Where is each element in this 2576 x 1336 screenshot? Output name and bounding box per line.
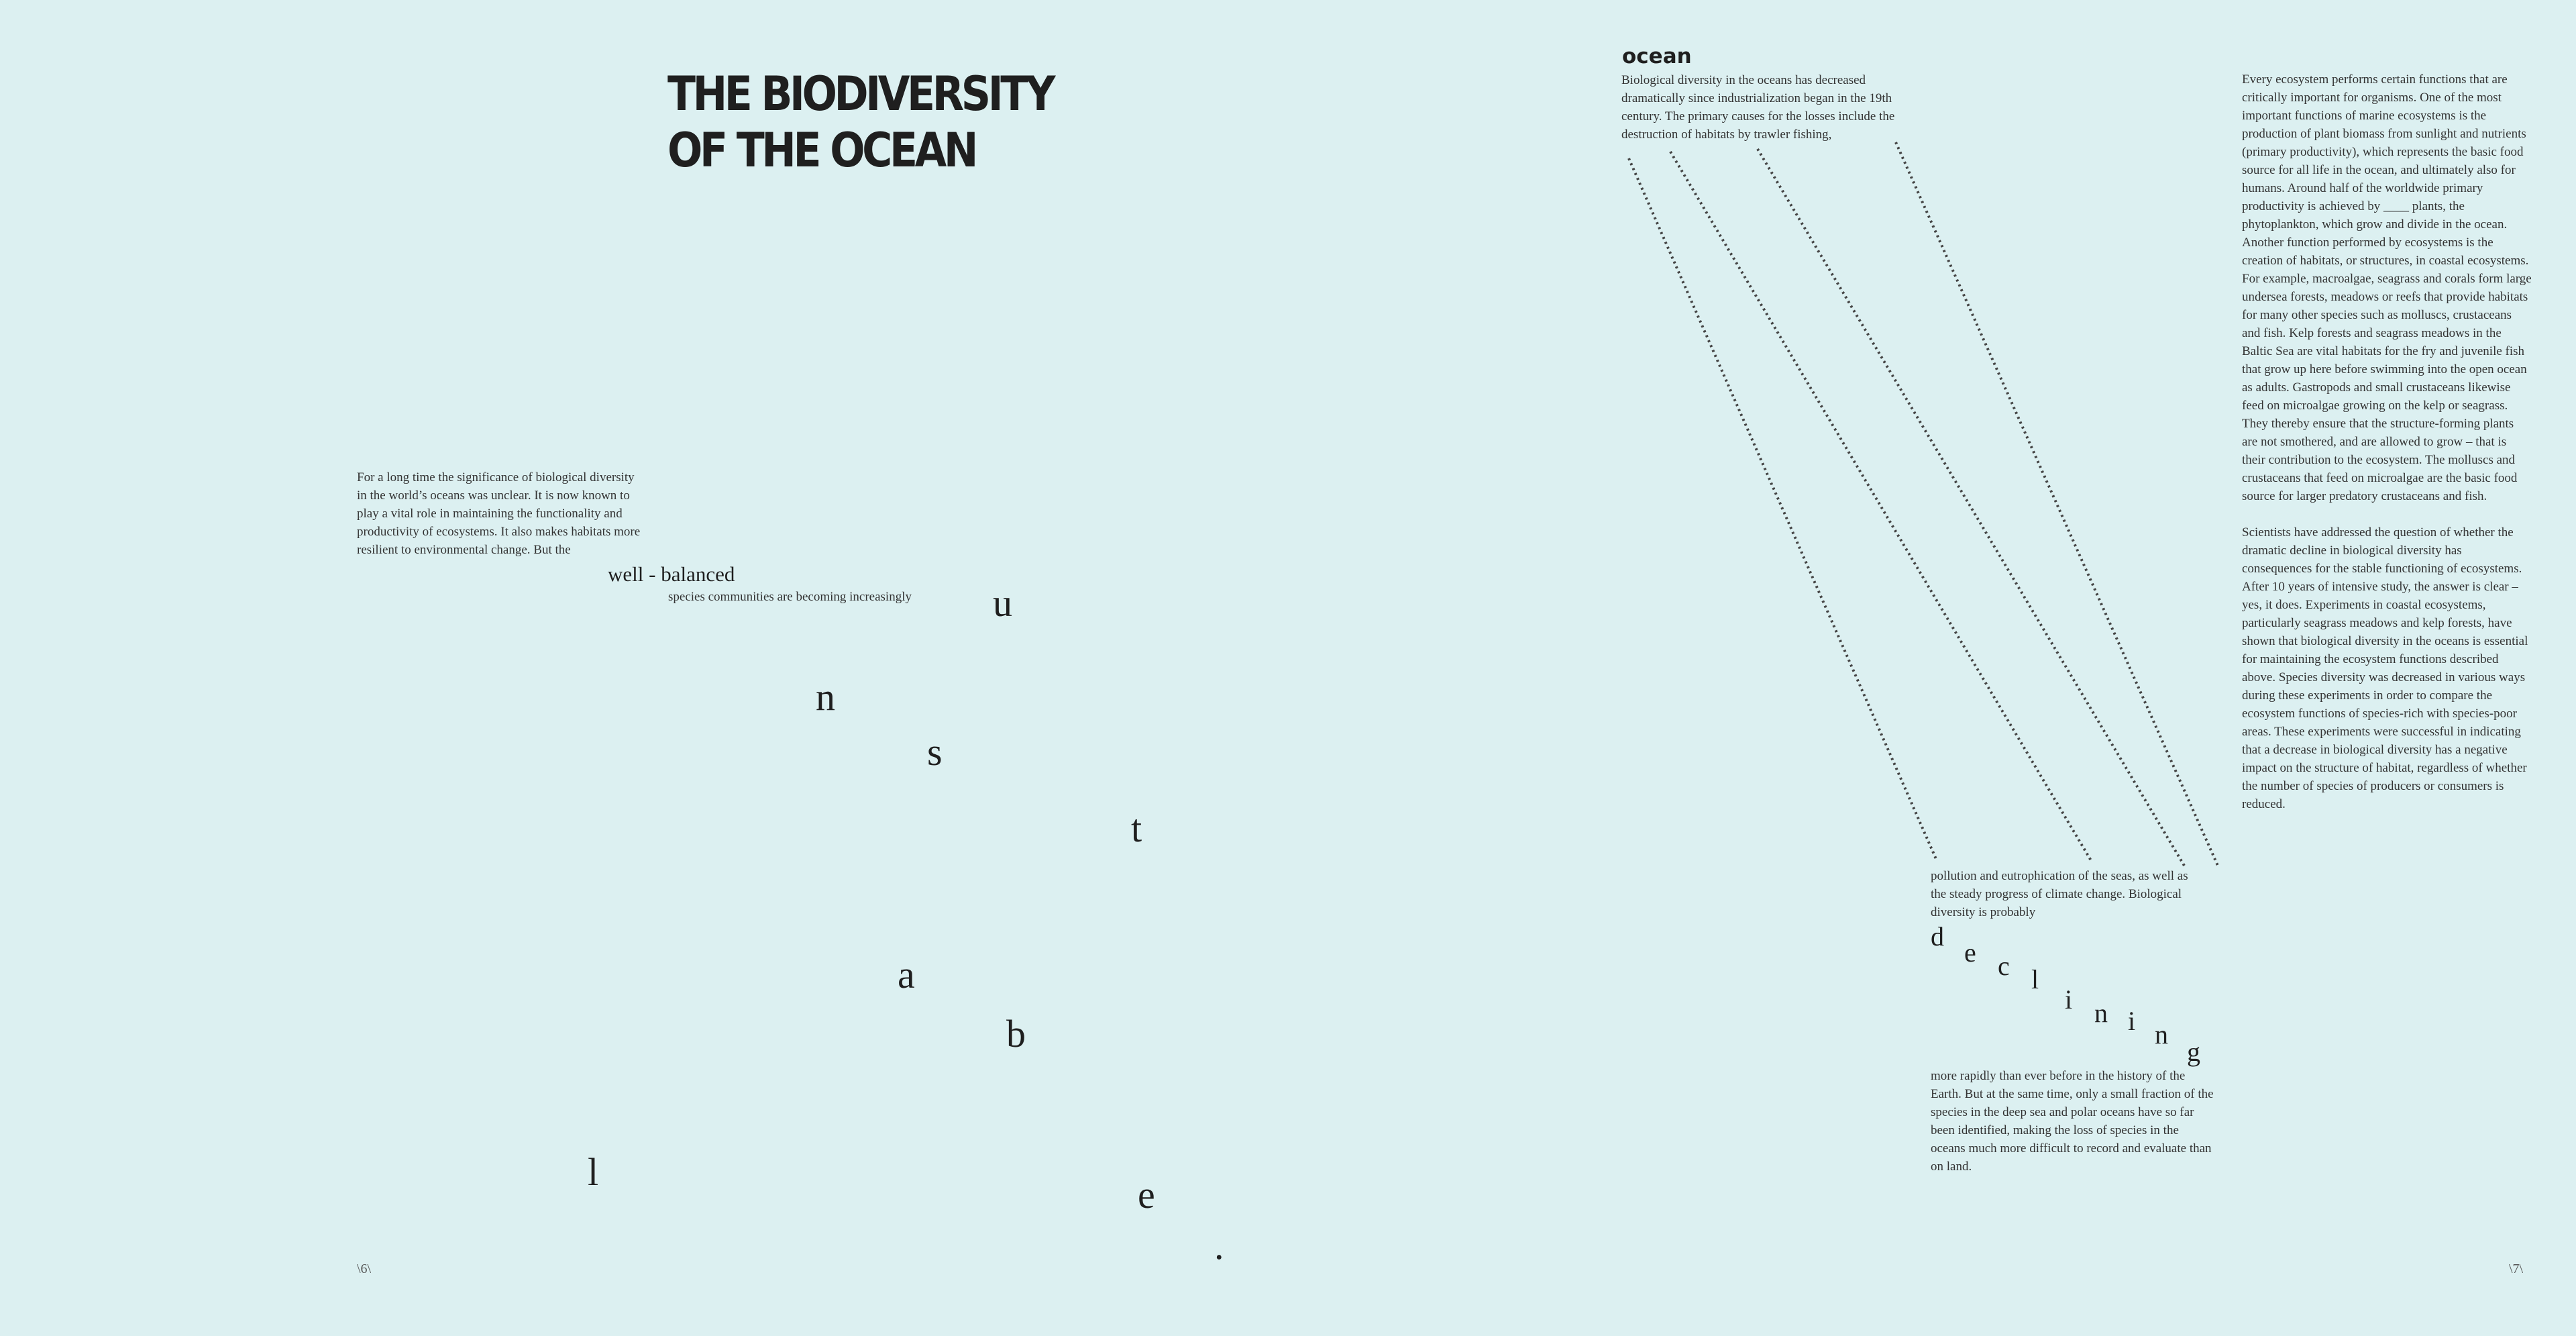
- unstable-letter-b: b: [1006, 1012, 1026, 1056]
- right-column-paragraph-1: Every ecosystem performs certain functions that are critically important for organisms. One of the most important functions of marine ecosystems is the production of plant biomass from sunlight and nutrients (primary productivity), which represents the basic food source for all life in the ocean, and ultimately also for humans. Around half of the worldwide primary productivity is achieved by ____ plants, the phytoplankton, which grow and divide in the ocean. Another function performed by ecosystems is the creation of habitats, or structures, in coastal ecosystems. For example, macroalgae, seagrass and corals form large undersea forests, meadows or reefs that provide habitats for many other species such as molluscs, crustaceans and fish. Kelp forests and seagrass meadows in the Baltic Sea are vital habitats for the fry and juvenile fish that grow up here before swimming into the open ocean as adults. Gastropods and small crustaceans likewise feed on microalgae growing on the kelp or seagrass. They thereby ensure that the structure-forming plants are not smothered, and are allowed to grow – that is their contribution to the ecosystem. The molluscs and crustaceans that feed on microalgae are the basic food source for larger predatory crustaceans and fish.: [2242, 72, 2532, 503]
- unstable-letter-s: s: [927, 730, 943, 774]
- declining-letter-i-1: i: [2065, 984, 2073, 1015]
- declining-letter-n-2: n: [2155, 1019, 2168, 1049]
- ocean-paragraph: Biological diversity in the oceans has decreased dramatically since industrialization began in the 19th century. The primary causes for the losses include the destruction of habitats by trawler fishing,: [1621, 73, 1895, 142]
- dotted-line-4: [1896, 142, 2218, 866]
- unstable-letter-period: .: [1214, 1224, 1224, 1268]
- declining-letter-g: g: [2187, 1037, 2200, 1067]
- declining-letter-d: d: [1931, 921, 1944, 952]
- well-balanced-emphasis: well - balanced: [608, 562, 735, 586]
- declining-letter-n-1: n: [2094, 998, 2108, 1028]
- declining-letter-e: e: [1964, 937, 1976, 968]
- headline-line-2: OF THE OCEAN: [667, 123, 976, 178]
- ocean-heading: ocean: [1622, 44, 1692, 68]
- dotted-line-1: [1629, 158, 1936, 859]
- page-number-left: \6\: [357, 1262, 372, 1276]
- declining-letter-c: c: [1998, 951, 2010, 981]
- unstable-letter-l: l: [588, 1150, 599, 1194]
- dotted-line-3: [1758, 149, 2184, 866]
- unstable-letter-e: e: [1138, 1173, 1155, 1217]
- page-number-right: \7\: [2509, 1262, 2524, 1276]
- intro-paragraph: For a long time the significance of biological diversity in the world’s oceans was unclear. It is now known to play a vital role in maintaining the functionality and productivity of ecosystems. It also makes habitats more resilient to environmental change. But the: [357, 470, 641, 557]
- right-column-paragraph-2: Scientists have addressed the question of whether the dramatic decline in biological diversity has consequences for the stable functioning of ecosystems. After 10 years of intensive study, the answer is clear – yes, it does. Experiments in coastal ecosystems, particularly seagrass meadows and kelp forests, have shown that biological diversity in the oceans is essential for maintaining the ecosystem functions described above. Species diversity was decreased in various ways during these experiments in order to compare the ecosystem functions of species-rich with species-poor areas. These experiments were successful in indicating that a decrease in biological diversity has a negative impact on the structure of habitat, regardless of whether the number of species of producers or consumers is reduced.: [2242, 525, 2528, 811]
- unstable-letter-n: n: [816, 675, 835, 719]
- right-column-text: [2242, 70, 2532, 813]
- dotted-line-2: [1670, 152, 2092, 862]
- declining-letter-l: l: [2031, 964, 2039, 994]
- headline-line-1: THE BIODIVERSITY: [667, 66, 1053, 121]
- species-continuation-text: species communities are becoming increasingly: [668, 590, 912, 604]
- more-rapidly-paragraph: more rapidly than ever before in the history of the Earth. But at the same time, only a small fraction of the species in the deep sea and polar oceans have so far been identified, making the loss of species in the oceans much more difficult to record and evaluate than on land.: [1931, 1069, 2214, 1174]
- unstable-letter-t: t: [1131, 807, 1142, 850]
- unstable-letter-u: u: [993, 581, 1012, 625]
- pollution-paragraph: pollution and eutrophication of the seas, as well as the steady progress of climate change. Biological diversity is probably: [1931, 869, 2188, 919]
- declining-letter-i-2: i: [2128, 1006, 2136, 1036]
- unstable-letter-a: a: [898, 953, 915, 996]
